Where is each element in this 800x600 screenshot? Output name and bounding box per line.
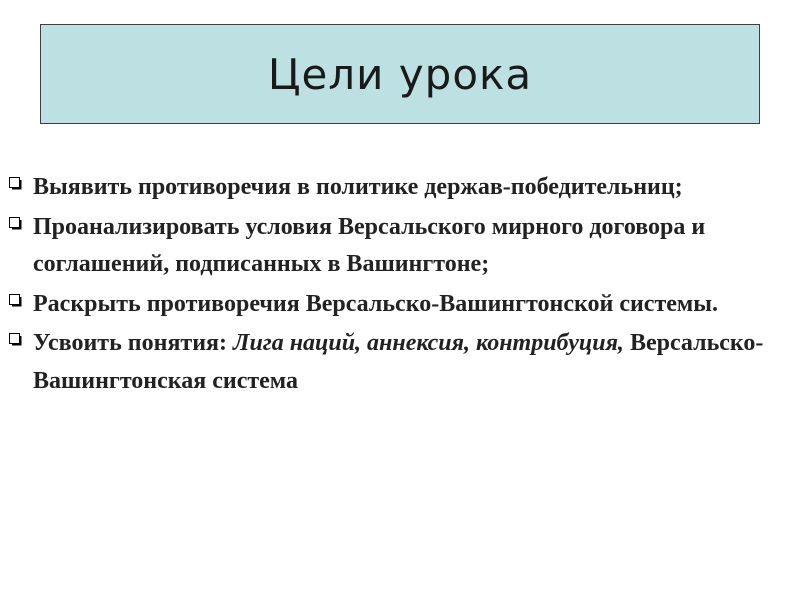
objective-terms: Лига наций, аннексия, контрибуция, [233, 330, 624, 356]
title-box [40, 24, 760, 124]
objective-item [8, 169, 792, 207]
checkbox-square-icon [9, 217, 23, 231]
objective-text: Выявить противоречия в политике держав-победительниц; [33, 174, 683, 200]
objective-item [8, 325, 792, 400]
objective-item [8, 209, 792, 284]
objective-item [8, 286, 792, 324]
objectives-list [8, 169, 792, 402]
objective-text: Раскрыть противоречия Версальско-Вашингтонской системы. [33, 290, 718, 317]
slide-title: Цели урока [267, 49, 533, 99]
objective-text: Проанализировать условия Версальского мирного договора и соглашений, подписанных в Вашингтоне; [33, 213, 706, 277]
objective-lead: Усвоить понятия: [33, 330, 234, 356]
checkbox-square-icon [9, 294, 23, 308]
checkbox-square-icon [9, 333, 23, 347]
objective-tail: Версальско-Вашингтонская система [33, 330, 764, 394]
checkbox-square-icon [9, 177, 23, 191]
